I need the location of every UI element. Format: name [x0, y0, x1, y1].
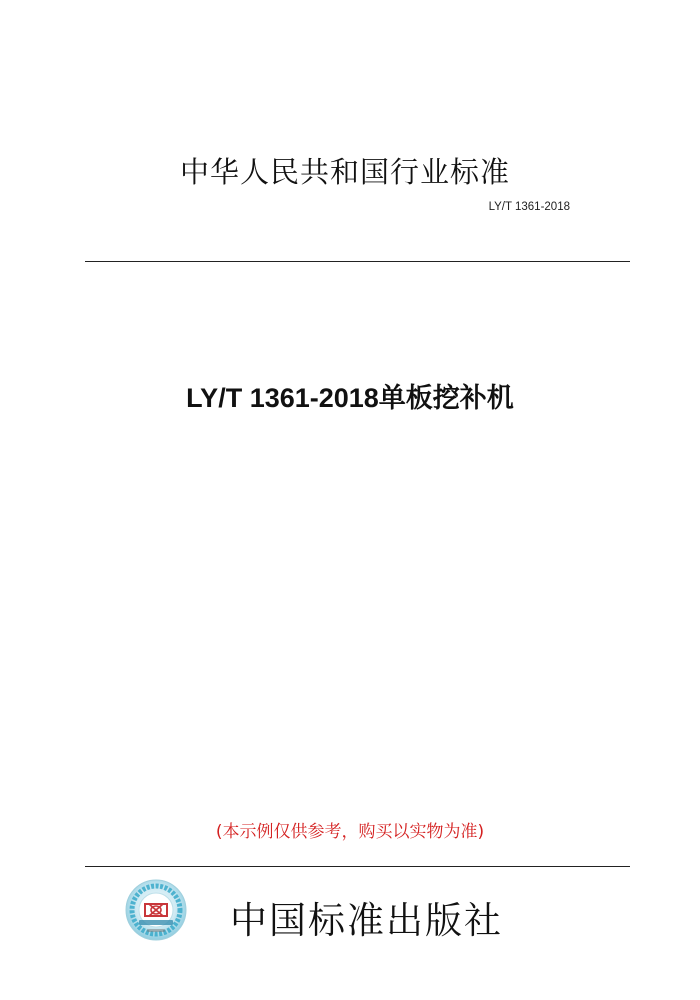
standard-code: LY/T 1361-2018 [488, 201, 570, 213]
bottom-divider [85, 866, 630, 867]
sample-notice: (本示例仅供参考，购买以实物为准) [215, 822, 485, 842]
publisher-name: 中国标准出版社 [230, 899, 503, 942]
standard-category-title: 中华人民共和国行业标准 [179, 155, 510, 189]
top-divider [85, 261, 630, 262]
publisher-seal-icon [125, 879, 187, 941]
document-title: LY/T 1361-2018单板挖补机 [186, 383, 514, 413]
